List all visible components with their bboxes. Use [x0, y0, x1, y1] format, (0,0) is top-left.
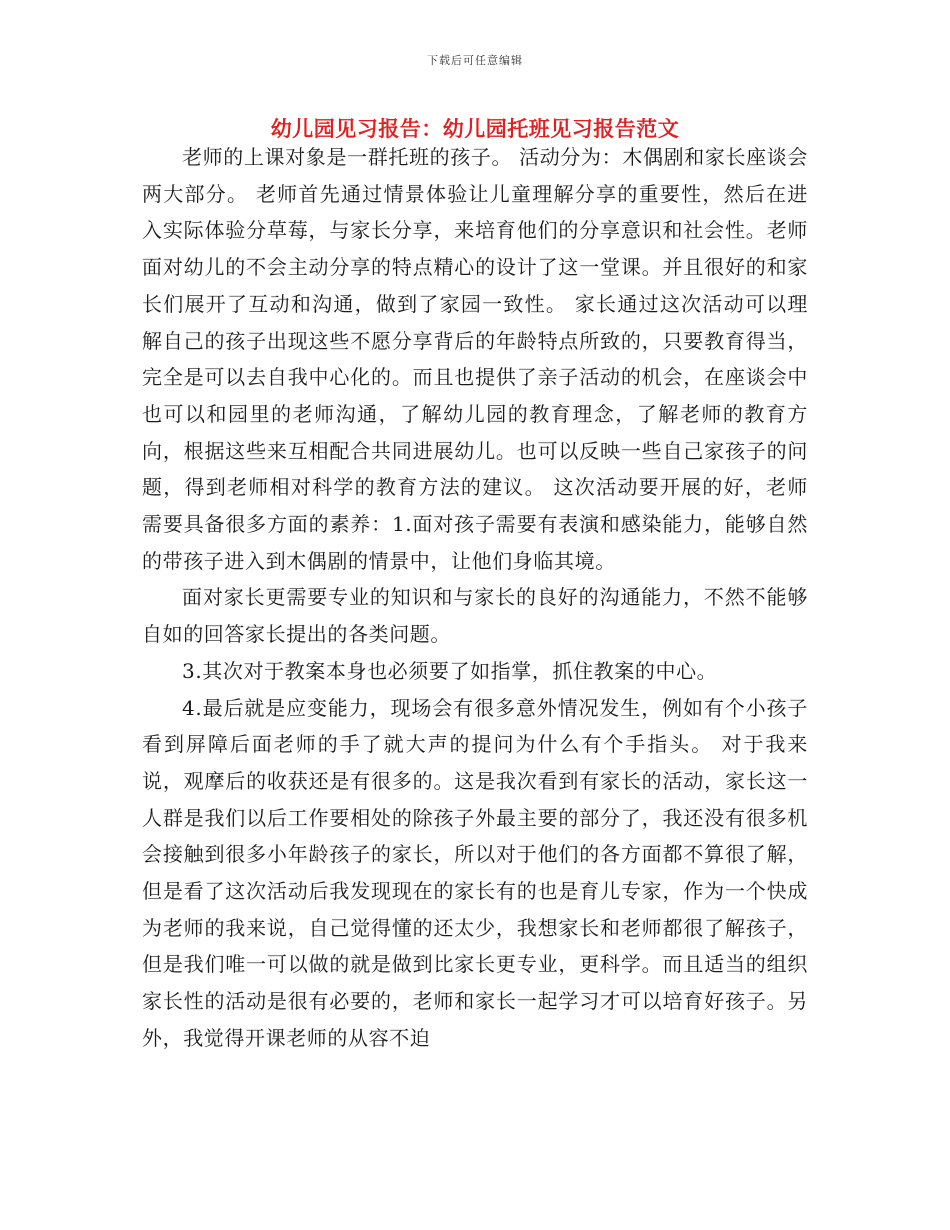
document-title: 幼儿园见习报告：幼儿园托班见习报告范文 [270, 116, 680, 141]
header-note: 下载后可任意编辑 [427, 54, 523, 67]
document-body [142, 139, 808, 1057]
paragraph: 老师的上课对象是一群托班的孩子。 活动分为：木偶剧和家长座谈会两大部分。 老师首先通过情景体验让儿童理解分享的重要性，然后在进入实际体验分草莓，与家长分享，来培育他们的分享意识和社会性。老师面对幼儿的不会主动分享的特点精心的设计了这一堂课。并且很好的和家长们展开了互动和沟通，做到了家园一致性。 家长通过这次活动可以理解自己的孩子出现这些不愿分享背后的年龄特点所致的，只要教育得当，完全是可以去自我中心化的。而且也提供了亲子活动的机会，在座谈会中也可以和园里的老师沟通，了解幼儿园的教育理念，了解老师的教育方向，根据这些来互相配合共同进展幼儿。也可以反映一些自己家孩子的问题，得到老师相对科学的教育方法的建议。 这次活动要开展的好，老师需要具备很多方面的素养：1.面对孩子需要有表演和感染能力，能够自然的带孩子进入到木偶剧的情景中，让他们身临其境。 [142, 145, 808, 573]
paragraph: 面对家长更需要专业的知识和与家长的良好的沟通能力，不然不能够自如的回答家长提出的各类问题。 [142, 585, 808, 647]
paragraph: 3.其次对于教案本身也必须要了如指掌，抓住教案的中心。 [182, 658, 718, 683]
paragraph: 4.最后就是应变能力，现场会有很多意外情况发生，例如有个小孩子看到屏障后面老师的手了就大声的提问为什么有个手指头。 对于我来说，观摩后的收获还是有很多的。这是我次看到有家长的活动，家长这一人群是我们以后工作要相处的除孩子外最主要的部分了，我还没有很多机会接触到很多小年龄孩子的家长，所以对于他们的各方面都不算很了解，但是看了这次活动后我发现现在的家长有的也是育儿专家，作为一个快成为老师的我来说，自己觉得懂的还太少，我想家长和老师都很了解孩子，但是我们唯一可以做的就是做到比家长更专业，更科学。而且适当的组织家长性的活动是很有必要的，老师和家长一起学习才可以培育好孩子。另外，我觉得开课老师的从容不迫 [142, 695, 808, 1050]
